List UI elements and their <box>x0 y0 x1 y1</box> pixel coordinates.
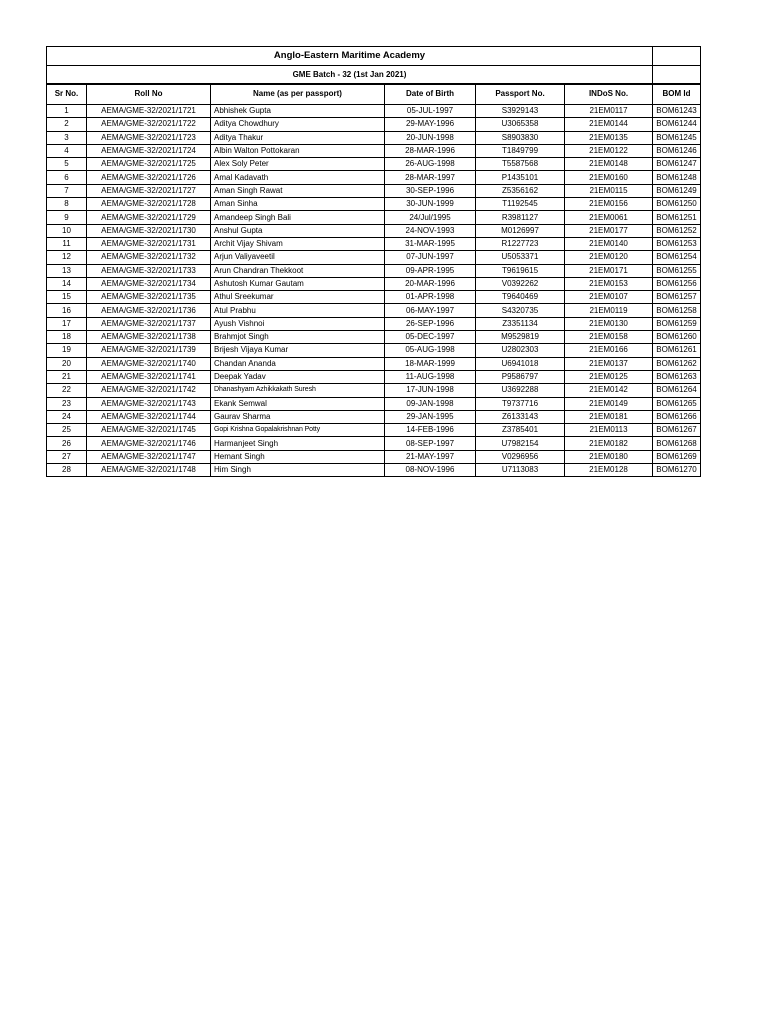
name-cell: Amandeep Singh Bali <box>211 211 385 224</box>
name-cell: Ekank Semwal <box>211 397 385 410</box>
bom-id-cell: BOM61254 <box>653 251 701 264</box>
table-row <box>47 317 701 330</box>
indos-cell: 21EM0149 <box>565 397 653 410</box>
indos-cell: 21EM0120 <box>565 251 653 264</box>
name-cell: Athul Sreekumar <box>211 291 385 304</box>
bom-id-cell: BOM61260 <box>653 331 701 344</box>
sr-no-cell: 28 <box>47 464 87 477</box>
column-header-roll-no: Roll No <box>87 84 211 105</box>
sr-no-cell: 27 <box>47 450 87 463</box>
dob-cell: 17-JUN-1998 <box>385 384 476 397</box>
sr-no-cell: 14 <box>47 277 87 290</box>
roll-no-cell: AEMA/GME-32/2021/1744 <box>87 410 211 423</box>
bom-id-cell: BOM61263 <box>653 370 701 383</box>
sr-no-cell: 15 <box>47 291 87 304</box>
indos-cell: 21EM0156 <box>565 198 653 211</box>
passport-cell: T1849799 <box>476 144 565 157</box>
passport-cell: R3981127 <box>476 211 565 224</box>
bom-id-cell: BOM61257 <box>653 291 701 304</box>
indos-cell: 21EM0061 <box>565 211 653 224</box>
name-cell: Abhishek Gupta <box>211 105 385 118</box>
name-cell: Deepak Yadav <box>211 370 385 383</box>
name-cell: Harmanjeet Singh <box>211 437 385 450</box>
column-header-indos: INDoS No. <box>565 84 653 105</box>
indos-cell: 21EM0177 <box>565 224 653 237</box>
table-row <box>47 131 701 144</box>
column-header-sr-no: Sr No. <box>47 84 87 105</box>
table-row <box>47 410 701 423</box>
bom-id-cell: BOM61268 <box>653 437 701 450</box>
sr-no-cell: 9 <box>47 211 87 224</box>
name-cell: Archit Vijay Shivam <box>211 237 385 250</box>
dob-cell: 28-MAR-1996 <box>385 144 476 157</box>
roll-no-cell: AEMA/GME-32/2021/1746 <box>87 437 211 450</box>
dob-cell: 29-MAY-1996 <box>385 118 476 131</box>
passport-cell: M9529819 <box>476 331 565 344</box>
bom-id-cell: BOM61267 <box>653 424 701 437</box>
sr-no-cell: 12 <box>47 251 87 264</box>
indos-cell: 21EM0128 <box>565 464 653 477</box>
roll-no-cell: AEMA/GME-32/2021/1728 <box>87 198 211 211</box>
bom-id-cell: BOM61250 <box>653 198 701 211</box>
roll-no-cell: AEMA/GME-32/2021/1741 <box>87 370 211 383</box>
bom-id-cell: BOM61245 <box>653 131 701 144</box>
passport-cell: U5053371 <box>476 251 565 264</box>
roll-no-cell: AEMA/GME-32/2021/1722 <box>87 118 211 131</box>
dob-cell: 09-APR-1995 <box>385 264 476 277</box>
table-row <box>47 251 701 264</box>
roll-no-cell: AEMA/GME-32/2021/1748 <box>87 464 211 477</box>
bom-id-cell: BOM61252 <box>653 224 701 237</box>
indos-cell: 21EM0148 <box>565 158 653 171</box>
student-table <box>46 83 701 477</box>
indos-cell: 21EM0125 <box>565 370 653 383</box>
passport-cell: T9640469 <box>476 291 565 304</box>
name-cell: Aman Sinha <box>211 198 385 211</box>
dob-cell: 06-MAY-1997 <box>385 304 476 317</box>
sr-no-cell: 5 <box>47 158 87 171</box>
indos-cell: 21EM0107 <box>565 291 653 304</box>
dob-cell: 05-DEC-1997 <box>385 331 476 344</box>
name-cell: Ashutosh Kumar Gautam <box>211 277 385 290</box>
passport-cell: T9619615 <box>476 264 565 277</box>
sr-no-cell: 25 <box>47 424 87 437</box>
name-cell: Amal Kadavath <box>211 171 385 184</box>
indos-cell: 21EM0158 <box>565 331 653 344</box>
passport-cell: M0126997 <box>476 224 565 237</box>
table-row <box>47 171 701 184</box>
academy-title: Anglo-Eastern Maritime Academy <box>47 47 653 66</box>
dob-cell: 05-JUL-1997 <box>385 105 476 118</box>
dob-cell: 29-JAN-1995 <box>385 410 476 423</box>
table-row <box>47 277 701 290</box>
sr-no-cell: 19 <box>47 344 87 357</box>
dob-cell: 31-MAR-1995 <box>385 237 476 250</box>
sr-no-cell: 7 <box>47 184 87 197</box>
bom-id-cell: BOM61259 <box>653 317 701 330</box>
passport-cell: Z3351134 <box>476 317 565 330</box>
passport-cell: R1227723 <box>476 237 565 250</box>
sr-no-cell: 20 <box>47 357 87 370</box>
table-row <box>47 304 701 317</box>
indos-cell: 21EM0122 <box>565 144 653 157</box>
dob-cell: 09-JAN-1998 <box>385 397 476 410</box>
sr-no-cell: 4 <box>47 144 87 157</box>
passport-cell: U7982154 <box>476 437 565 450</box>
header-table <box>46 46 701 85</box>
table-row <box>47 384 701 397</box>
roll-no-cell: AEMA/GME-32/2021/1727 <box>87 184 211 197</box>
name-cell: Dhanashyam Azhikkakath Suresh <box>211 384 385 397</box>
column-header-name: Name (as per passport) <box>211 84 385 105</box>
name-cell: Gaurav Sharma <box>211 410 385 423</box>
roll-no-cell: AEMA/GME-32/2021/1742 <box>87 384 211 397</box>
name-cell: Alex Soly Peter <box>211 158 385 171</box>
name-cell: Arun Chandran Thekkoot <box>211 264 385 277</box>
column-header-passport: Passport No. <box>476 84 565 105</box>
name-cell: Brijesh Vijaya Kumar <box>211 344 385 357</box>
dob-cell: 24-NOV-1993 <box>385 224 476 237</box>
passport-cell: S4320735 <box>476 304 565 317</box>
passport-cell: U6941018 <box>476 357 565 370</box>
passport-cell: U3692288 <box>476 384 565 397</box>
roll-no-cell: AEMA/GME-32/2021/1747 <box>87 450 211 463</box>
dob-cell: 08-SEP-1997 <box>385 437 476 450</box>
roll-no-cell: AEMA/GME-32/2021/1739 <box>87 344 211 357</box>
column-header-dob: Date of Birth <box>385 84 476 105</box>
roll-no-cell: AEMA/GME-32/2021/1734 <box>87 277 211 290</box>
sr-no-cell: 2 <box>47 118 87 131</box>
table-row <box>47 198 701 211</box>
dob-cell: 26-AUG-1998 <box>385 158 476 171</box>
dob-cell: 05-AUG-1998 <box>385 344 476 357</box>
bom-id-cell: BOM61258 <box>653 304 701 317</box>
passport-cell: V0296956 <box>476 450 565 463</box>
bom-id-cell: BOM61265 <box>653 397 701 410</box>
indos-cell: 21EM0135 <box>565 131 653 144</box>
dob-cell: 28-MAR-1997 <box>385 171 476 184</box>
table-row <box>47 397 701 410</box>
indos-cell: 21EM0180 <box>565 450 653 463</box>
dob-cell: 24/Jul/1995 <box>385 211 476 224</box>
indos-cell: 21EM0137 <box>565 357 653 370</box>
roll-no-cell: AEMA/GME-32/2021/1724 <box>87 144 211 157</box>
column-header-bom-id: BOM Id <box>653 84 701 105</box>
passport-cell: P1435101 <box>476 171 565 184</box>
sr-no-cell: 16 <box>47 304 87 317</box>
roll-no-cell: AEMA/GME-32/2021/1729 <box>87 211 211 224</box>
table-row <box>47 237 701 250</box>
dob-cell: 14-FEB-1996 <box>385 424 476 437</box>
table-row <box>47 464 701 477</box>
name-cell: Albin Walton Pottokaran <box>211 144 385 157</box>
table-body <box>47 105 701 477</box>
name-cell: Gopi Krishna Gopalakrishnan Potty <box>211 424 385 437</box>
indos-cell: 21EM0130 <box>565 317 653 330</box>
passport-cell: T5587568 <box>476 158 565 171</box>
indos-cell: 21EM0153 <box>565 277 653 290</box>
name-cell: Aman Singh Rawat <box>211 184 385 197</box>
table-row <box>47 264 701 277</box>
sr-no-cell: 22 <box>47 384 87 397</box>
roll-no-cell: AEMA/GME-32/2021/1740 <box>87 357 211 370</box>
table-row <box>47 184 701 197</box>
roll-no-cell: AEMA/GME-32/2021/1738 <box>87 331 211 344</box>
table-row <box>47 370 701 383</box>
name-cell: Anshul Gupta <box>211 224 385 237</box>
dob-cell: 26-SEP-1996 <box>385 317 476 330</box>
bom-id-cell: BOM61253 <box>653 237 701 250</box>
bom-id-cell: BOM61264 <box>653 384 701 397</box>
passport-cell: S8903830 <box>476 131 565 144</box>
passport-cell: U3065358 <box>476 118 565 131</box>
bom-id-cell: BOM61262 <box>653 357 701 370</box>
bom-id-cell: BOM61246 <box>653 144 701 157</box>
name-cell: Atul Prabhu <box>211 304 385 317</box>
passport-cell: U7113083 <box>476 464 565 477</box>
name-cell: Arjun Valiyaveetil <box>211 251 385 264</box>
roll-no-cell: AEMA/GME-32/2021/1735 <box>87 291 211 304</box>
sr-no-cell: 21 <box>47 370 87 383</box>
roll-no-cell: AEMA/GME-32/2021/1723 <box>87 131 211 144</box>
bom-id-cell: BOM61266 <box>653 410 701 423</box>
table-row <box>47 331 701 344</box>
table-row <box>47 144 701 157</box>
name-cell: Brahmjot Singh <box>211 331 385 344</box>
batch-title: GME Batch - 32 (1st Jan 2021) <box>47 66 653 85</box>
table-row <box>47 357 701 370</box>
roll-no-cell: AEMA/GME-32/2021/1732 <box>87 251 211 264</box>
table-row <box>47 158 701 171</box>
passport-cell: U2802303 <box>476 344 565 357</box>
dob-cell: 20-JUN-1998 <box>385 131 476 144</box>
bom-id-cell: BOM61269 <box>653 450 701 463</box>
bom-id-cell: BOM61247 <box>653 158 701 171</box>
table-row <box>47 344 701 357</box>
indos-cell: 21EM0182 <box>565 437 653 450</box>
header-empty-cell <box>653 66 701 85</box>
sr-no-cell: 24 <box>47 410 87 423</box>
sr-no-cell: 10 <box>47 224 87 237</box>
sr-no-cell: 18 <box>47 331 87 344</box>
passport-cell: S3929143 <box>476 105 565 118</box>
roll-no-cell: AEMA/GME-32/2021/1725 <box>87 158 211 171</box>
table-row <box>47 450 701 463</box>
passport-cell: Z5356162 <box>476 184 565 197</box>
dob-cell: 20-MAR-1996 <box>385 277 476 290</box>
sr-no-cell: 3 <box>47 131 87 144</box>
table-header-row <box>47 84 701 105</box>
indos-cell: 21EM0181 <box>565 410 653 423</box>
indos-cell: 21EM0171 <box>565 264 653 277</box>
sr-no-cell: 23 <box>47 397 87 410</box>
roll-no-cell: AEMA/GME-32/2021/1737 <box>87 317 211 330</box>
passport-cell: Z6133143 <box>476 410 565 423</box>
bom-id-cell: BOM61251 <box>653 211 701 224</box>
sr-no-cell: 17 <box>47 317 87 330</box>
roll-no-cell: AEMA/GME-32/2021/1730 <box>87 224 211 237</box>
table-row <box>47 424 701 437</box>
roll-no-cell: AEMA/GME-32/2021/1733 <box>87 264 211 277</box>
dob-cell: 30-JUN-1999 <box>385 198 476 211</box>
sr-no-cell: 13 <box>47 264 87 277</box>
table-row <box>47 291 701 304</box>
indos-cell: 21EM0115 <box>565 184 653 197</box>
dob-cell: 21-MAY-1997 <box>385 450 476 463</box>
indos-cell: 21EM0142 <box>565 384 653 397</box>
roll-no-cell: AEMA/GME-32/2021/1731 <box>87 237 211 250</box>
bom-id-cell: BOM61270 <box>653 464 701 477</box>
roll-no-cell: AEMA/GME-32/2021/1743 <box>87 397 211 410</box>
passport-cell: T1192545 <box>476 198 565 211</box>
bom-id-cell: BOM61256 <box>653 277 701 290</box>
bom-id-cell: BOM61244 <box>653 118 701 131</box>
passport-cell: T9737716 <box>476 397 565 410</box>
passport-cell: P9586797 <box>476 370 565 383</box>
dob-cell: 11-AUG-1998 <box>385 370 476 383</box>
indos-cell: 21EM0140 <box>565 237 653 250</box>
dob-cell: 18-MAR-1999 <box>385 357 476 370</box>
name-cell: Hemant Singh <box>211 450 385 463</box>
dob-cell: 01-APR-1998 <box>385 291 476 304</box>
indos-cell: 21EM0117 <box>565 105 653 118</box>
bom-id-cell: BOM61248 <box>653 171 701 184</box>
sr-no-cell: 11 <box>47 237 87 250</box>
passport-cell: V0392262 <box>476 277 565 290</box>
table-row <box>47 211 701 224</box>
roll-no-cell: AEMA/GME-32/2021/1736 <box>87 304 211 317</box>
sr-no-cell: 8 <box>47 198 87 211</box>
roll-no-cell: AEMA/GME-32/2021/1745 <box>87 424 211 437</box>
indos-cell: 21EM0166 <box>565 344 653 357</box>
bom-id-cell: BOM61261 <box>653 344 701 357</box>
roll-no-cell: AEMA/GME-32/2021/1726 <box>87 171 211 184</box>
name-cell: Ayush Vishnoi <box>211 317 385 330</box>
passport-cell: Z3785401 <box>476 424 565 437</box>
indos-cell: 21EM0113 <box>565 424 653 437</box>
table-row <box>47 118 701 131</box>
bom-id-cell: BOM61249 <box>653 184 701 197</box>
dob-cell: 07-JUN-1997 <box>385 251 476 264</box>
bom-id-cell: BOM61243 <box>653 105 701 118</box>
bom-id-cell: BOM61255 <box>653 264 701 277</box>
table-row <box>47 437 701 450</box>
sr-no-cell: 1 <box>47 105 87 118</box>
dob-cell: 08-NOV-1996 <box>385 464 476 477</box>
name-cell: Him Singh <box>211 464 385 477</box>
table-row <box>47 105 701 118</box>
name-cell: Aditya Thakur <box>211 131 385 144</box>
name-cell: Chandan Ananda <box>211 357 385 370</box>
dob-cell: 30-SEP-1996 <box>385 184 476 197</box>
indos-cell: 21EM0144 <box>565 118 653 131</box>
table-row <box>47 224 701 237</box>
header-empty-cell <box>653 47 701 66</box>
sr-no-cell: 26 <box>47 437 87 450</box>
roll-no-cell: AEMA/GME-32/2021/1721 <box>87 105 211 118</box>
indos-cell: 21EM0160 <box>565 171 653 184</box>
sr-no-cell: 6 <box>47 171 87 184</box>
name-cell: Aditya Chowdhury <box>211 118 385 131</box>
indos-cell: 21EM0119 <box>565 304 653 317</box>
